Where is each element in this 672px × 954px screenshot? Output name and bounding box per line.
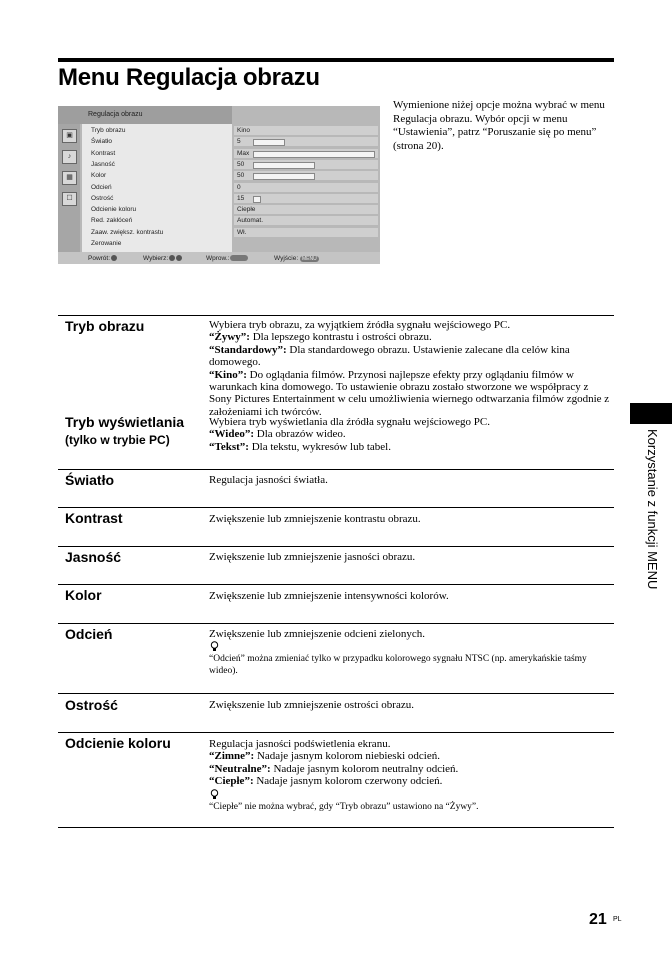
term-jasnosc: Jasność — [65, 549, 122, 565]
term-kontrast: Kontrast — [65, 510, 123, 526]
down-key-icon — [176, 255, 182, 261]
table-rule — [58, 623, 614, 624]
table-rule — [58, 507, 614, 508]
enter-key-icon — [230, 255, 248, 261]
table-rule — [58, 693, 614, 694]
menu-item-value: 15 — [237, 194, 245, 202]
page-language: PL — [613, 916, 622, 923]
title-rule — [58, 58, 614, 62]
menu-item-value: Max — [237, 149, 250, 157]
page-title: Menu Regulacja obrazu — [58, 64, 320, 91]
menu-item-value: 5 — [237, 138, 241, 146]
page-number: 21 — [589, 911, 607, 928]
menu-value-row — [234, 216, 378, 225]
menu-item-label: Odcień — [91, 183, 112, 191]
desc-ostrosc: Zwiększenie lub zmniejszenie ostrości obrazu. — [209, 699, 414, 711]
menu-item-label: Kolor — [91, 172, 107, 180]
menu-footer — [58, 252, 380, 264]
term-tryb-obrazu: Tryb obrazu — [65, 318, 145, 334]
menu-item-label: Odcienie koloru — [91, 206, 137, 214]
menu-item-list — [82, 124, 232, 252]
term-swiatlo: Światło — [65, 472, 115, 488]
menu-value-row — [234, 194, 378, 203]
back-key-icon — [111, 255, 117, 261]
menu-item-value: 50 — [237, 172, 245, 180]
menu-value-row — [234, 205, 378, 214]
menu-value-row — [234, 126, 378, 135]
table-rule — [58, 469, 614, 470]
menu-item-value: Automat. — [237, 217, 264, 225]
menu-item-label: Światło — [91, 138, 112, 146]
sound-icon: ♪ — [62, 150, 77, 164]
footer-enter: Wprow.: — [206, 255, 248, 262]
term-ostrosc: Ostrość — [65, 697, 118, 713]
menu-item-label: Red. zakłóceń — [91, 217, 133, 225]
menu-item-label: Kontrast — [91, 149, 116, 157]
menu-item-label: Zaaw. zwiększ. kontrastu — [91, 228, 164, 236]
menu-item-label: Zerowanie — [91, 240, 122, 247]
footer-back: Powrót: — [88, 255, 117, 262]
menu-header — [58, 106, 232, 124]
desc-swiatlo: Regulacja jasności światła. — [209, 474, 328, 486]
side-tab-label: Korzystanie z funkcji MENU — [645, 429, 660, 590]
term-tryb-wyswietlania-sub: (tylko w trybie PC) — [65, 433, 170, 447]
menu-value-row — [234, 149, 378, 158]
desc-tryb-wyswietlania: Wybiera tryb wyświetlania dla źródła sygnału wejściowego PC. “Wideo”: Dla obrazów wideo. “Tekst”: Dla tekstu, wykresów lub tabel. — [209, 416, 490, 453]
menu-value-row — [234, 137, 378, 146]
menu-screenshot — [58, 106, 380, 264]
term-odcienie-koloru: Odcienie koloru — [65, 735, 171, 751]
menu-item-value: 0 — [237, 183, 241, 191]
menu-level-bar — [253, 196, 261, 203]
menu-item-value: Wł. — [237, 228, 247, 236]
side-tab-marker — [630, 403, 672, 424]
features-icon: ▦ — [62, 171, 77, 185]
desc-kontrast: Zwiększenie lub zmniejszenie kontrastu obrazu. — [209, 513, 421, 525]
menu-item-label: Tryb obrazu — [91, 127, 126, 134]
table-rule — [58, 584, 614, 585]
menu-value-row — [234, 171, 378, 180]
table-rule — [58, 732, 614, 733]
menu-level-bar — [253, 173, 315, 180]
footer-exit: Wyjście: MENU — [274, 255, 317, 262]
settings-icon: ☐ — [62, 192, 77, 206]
desc-odcienie-koloru: Regulacja jasności podświetlenia ekranu. “Zimne”: Nadaje jasnym kolorom niebieski odcień. “Neutralne”: Nadaje jasnym kolorom neutralny odcień. “Ciepłe”: Nadaje jasnym kolorom czerwony odcień. “Ciepłe” nie można wybrać, gdy “Tryb obrazu” ustawiono na “Żywy”. — [209, 738, 479, 812]
table-rule — [58, 827, 614, 828]
menu-item-label: Ostrość — [91, 194, 114, 202]
desc-kolor: Zwiększenie lub zmniejszenie intensywności kolorów. — [209, 590, 449, 602]
menu-icon-column — [58, 124, 80, 252]
menu-item-value: Kino — [237, 127, 251, 134]
menu-level-bar — [253, 139, 285, 146]
footer-select: Wybierz: — [143, 255, 182, 262]
table-rule — [58, 315, 614, 316]
menu-key-icon: MENU — [301, 256, 317, 262]
desc-jasnosc: Zwiększenie lub zmniejszenie jasności obrazu. — [209, 551, 416, 563]
intro-text: Wymienione niżej opcje można wybrać w menu Regulacja obrazu. Wybór opcji w menu “Ustawienia”, patrz “Poruszanie się po menu” (strona 20). — [393, 99, 605, 152]
desc-odcien: Zwiększenie lub zmniejszenie odcieni zielonych. “Odcień” można zmieniać tylko w przypadku kolorowego sygnału NTSC (np. amerykańskie taśmy wideo). — [209, 628, 587, 677]
tip-icon — [210, 641, 219, 652]
up-key-icon — [169, 255, 175, 261]
term-kolor: Kolor — [65, 587, 102, 603]
term-odcien: Odcień — [65, 626, 113, 642]
menu-title: Regulacja obrazu — [88, 111, 143, 118]
tip-icon — [210, 789, 219, 800]
picture-icon: ▣ — [62, 129, 77, 143]
menu-item-label: Jasność — [91, 160, 115, 168]
menu-level-bar — [253, 151, 375, 158]
menu-item-value: 50 — [237, 160, 245, 168]
table-rule — [58, 546, 614, 547]
menu-item-value: Ciepłe — [237, 206, 256, 214]
menu-value-row — [234, 160, 378, 169]
menu-value-row — [234, 228, 378, 237]
term-tryb-wyswietlania: Tryb wyświetlania — [65, 414, 185, 430]
menu-value-row — [234, 183, 378, 192]
menu-level-bar — [253, 162, 315, 169]
desc-tryb-obrazu: Wybiera tryb obrazu, za wyjątkiem źródła sygnału wejściowego PC. “Żywy”: Dla lepszego kontrastu i ostrości obrazu. “Standardowy”: Dla standardowego obrazu. Ustawienie zalecane dla celów kina domowego. “Kino”: Do oglądania filmów. Przynosi najlepsze efekty przy oglądaniu filmów w warunkach kina domowego. To ustawienie obrazu zostało stworzone we współpracy z Sony Pictures Entertainment w celu umożliwienia wiernego odtwarzania filmów zgodnie z założeniami ich twórców. — [209, 319, 610, 418]
